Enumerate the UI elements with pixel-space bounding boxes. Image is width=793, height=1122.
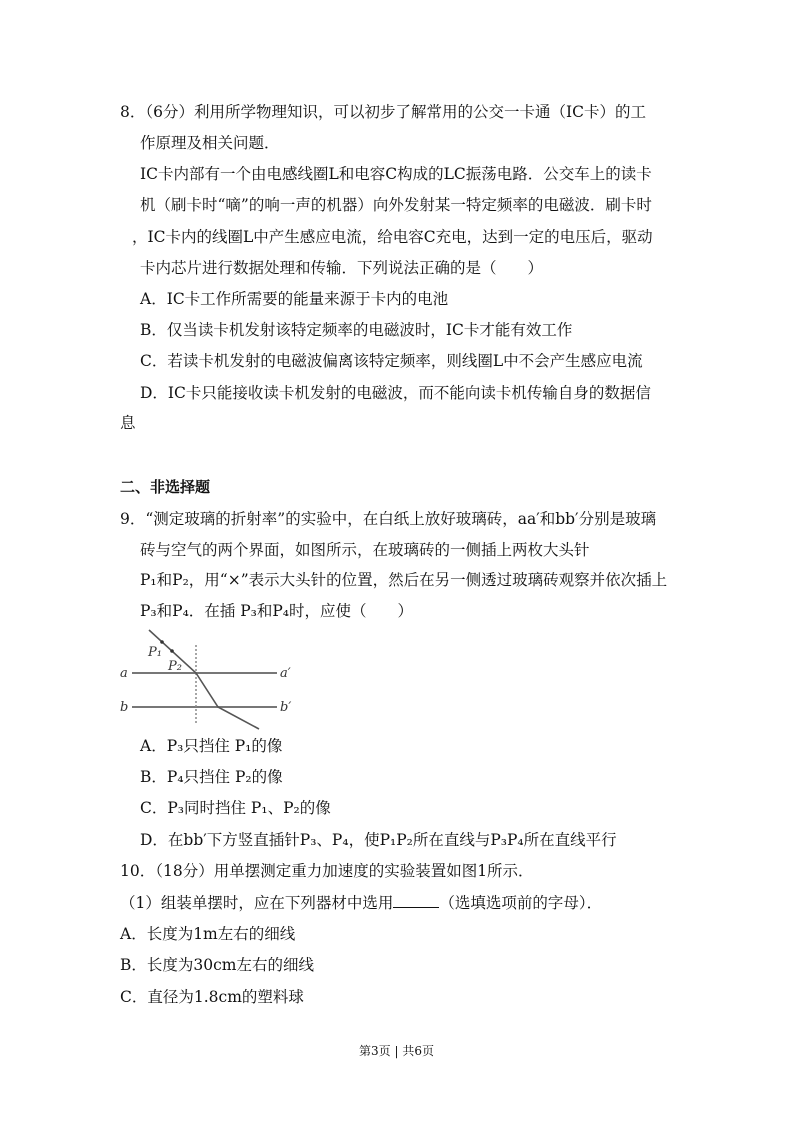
q9-option-a: A．P₃只挡住 P₁的像 [140, 737, 283, 755]
label-p1: P₁ [148, 645, 162, 660]
q8-line: 卡内芯片进行数据处理和传输．下列说法正确的是（ ） [140, 259, 544, 277]
q10-part1-text-2: （选填选项前的字母）． [439, 894, 603, 912]
q8-option-c: C．若读卡机发射的电磁波偏离该特定频率，则线圈L中不会产生感应电流 [140, 352, 643, 370]
q10-option-b: B．长度为30cm左右的细线 [120, 956, 314, 974]
q8-option-d: D．IC卡只能接收读卡机发射的电磁波，而不能向读卡机传输自身的数据信 [140, 384, 651, 402]
pin-p1-marker [160, 640, 164, 644]
q8-line: ，IC卡内的线圈L中产生感应电流，给电容C充电，达到一定的电压后，驱动 [132, 228, 653, 246]
q10-option-a: A．长度为1m左右的细线 [120, 925, 296, 943]
refraction-diagram [112, 625, 302, 735]
q8-option-a: A．IC卡工作所需要的能量来源于卡内的电池 [140, 290, 449, 308]
label-a: a [120, 666, 128, 681]
q8-line: 作原理及相关问题． [140, 134, 280, 152]
q8-line: 机（刷卡时“嘀”的响一声的机器）向外发射某一特定频率的电磁波．刷卡时 [140, 196, 652, 214]
q9-line: 砖与空气的两个界面，如图所示，在玻璃砖的一侧插上两枚大头针 [140, 541, 590, 559]
q9-option-b: B．P₄只挡住 P₂的像 [140, 768, 283, 786]
q9-line: P₁和P₂，用“×”表示大头针的位置，然后在另一侧透过玻璃砖观察并依次插上 [140, 571, 668, 589]
answer-blank [393, 892, 439, 908]
q8-option-b: B．仅当读卡机发射该特定频率的电磁波时，IC卡才能有效工作 [140, 321, 573, 339]
light-ray [149, 630, 259, 729]
label-b: b [120, 700, 129, 715]
q8-line: 8．（6分）利用所学物理知识，可以初步了解常用的公交一卡通（IC卡）的工 [120, 103, 646, 121]
q10-part1-text: （1）组装单摆时，应在下列器材中选用 [120, 894, 394, 912]
q9-line: P₃和P₄．在插 P₃和P₄时，应使（ ） [140, 602, 413, 620]
label-a-prime: a′ [280, 666, 291, 681]
q9-line: 9．“测定玻璃的折射率”的实验中，在白纸上放好玻璃砖，aa′和bb′分别是玻璃 [120, 510, 657, 528]
label-b-prime: b′ [280, 700, 292, 715]
q10-option-c: C．直径为1.8cm的塑料球 [120, 988, 304, 1006]
q10-part1 [120, 892, 602, 913]
q8-option-d-wrap: 息 [120, 414, 136, 432]
q9-option-c: C．P₃同时挡住 P₁、P₂的像 [140, 799, 331, 817]
label-p2: P₂ [168, 659, 182, 674]
q10-line: 10．（18分）用单摆测定重力加速度的实验装置如图1所示． [120, 862, 534, 880]
q9-option-d: D．在bb′下方竖直插针P₃、P₄，使P₁P₂所在直线与P₃P₄所在直线平行 [140, 831, 617, 849]
page-footer: 第3页 | 共6页 [359, 1044, 434, 1058]
q8-line: IC卡内部有一个由电感线圈L和电容C构成的LC振荡电路．公交车上的读卡 [140, 165, 652, 183]
section-heading: 二、非选择题 [120, 478, 211, 496]
pin-p2-marker [170, 649, 174, 653]
